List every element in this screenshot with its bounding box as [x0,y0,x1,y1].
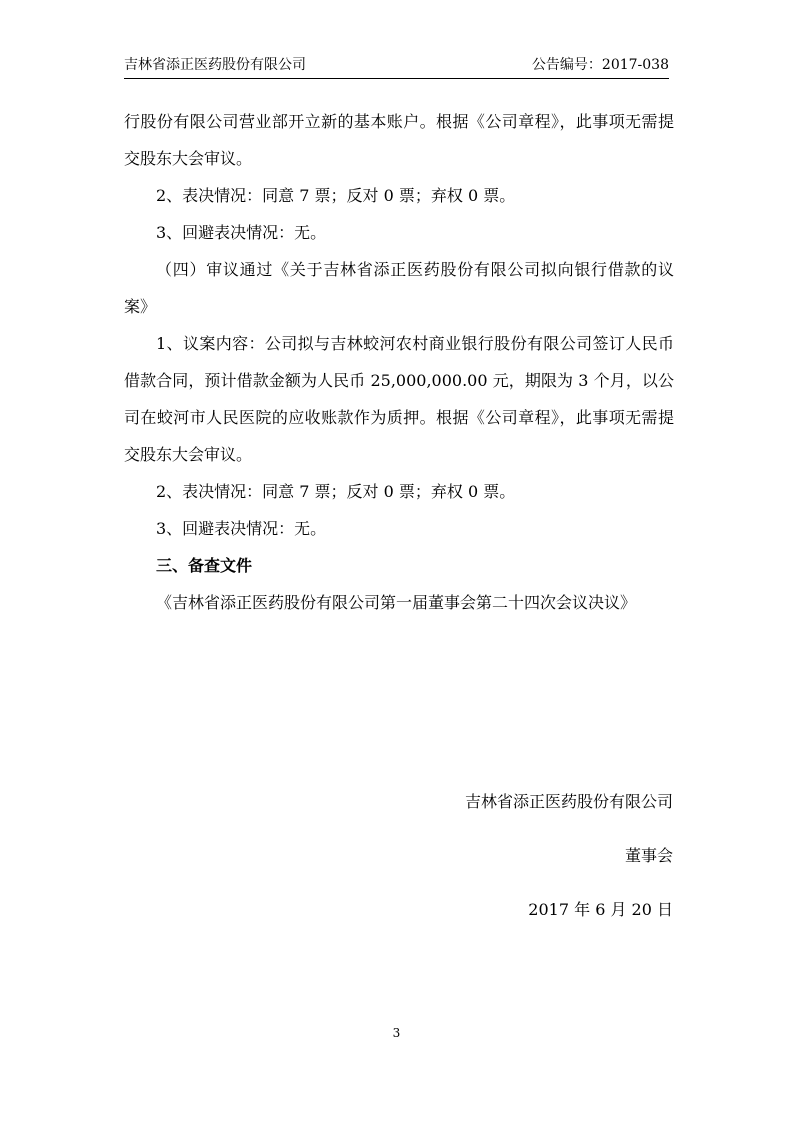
header-company-name: 吉林省添正医药股份有限公司 [124,57,306,73]
signature-date: 2017 年 6 月 20 日 [528,900,673,919]
item-4-title: （四）审议通过《关于吉林省添正医药股份有限公司拟向银行借款的议案》 [124,260,674,316]
document-body [124,103,674,621]
signature-company: 吉林省添正医药股份有限公司 [464,792,673,811]
reference-document: 《吉林省添正医药股份有限公司第一届董事会第二十四次会议决议》 [156,593,637,612]
item-4-content: 1、议案内容：公司拟与吉林蛟河农村商业银行股份有限公司签订人民币借款合同，预计借款金额为人民币 25,000,000.00 元，期限为 3 个月，以公司在蛟河市人民医院的应收账款作为质押。根据《公司章程》，此事项无需提交股东大会审议。 [124,334,674,464]
section-3-heading: 三、备查文件 [156,556,253,575]
vote-result-2: 2、表决情况：同意 7 票；反对 0 票；弃权 0 票。 [156,482,516,501]
page-header [124,56,669,79]
signature-board: 董事会 [624,846,673,865]
page-number: 3 [392,1026,401,1040]
continued-paragraph: 行股份有限公司营业部开立新的基本账户。根据《公司章程》，此事项无需提交股东大会审议。 [124,112,674,168]
vote-result-1: 2、表决情况：同意 7 票；反对 0 票；弃权 0 票。 [156,186,516,205]
recusal-status-1: 3、回避表决情况：无。 [156,223,327,242]
header-notice-number: 公告编号：2017-038 [531,57,669,73]
recusal-status-2: 3、回避表决情况：无。 [156,519,327,538]
